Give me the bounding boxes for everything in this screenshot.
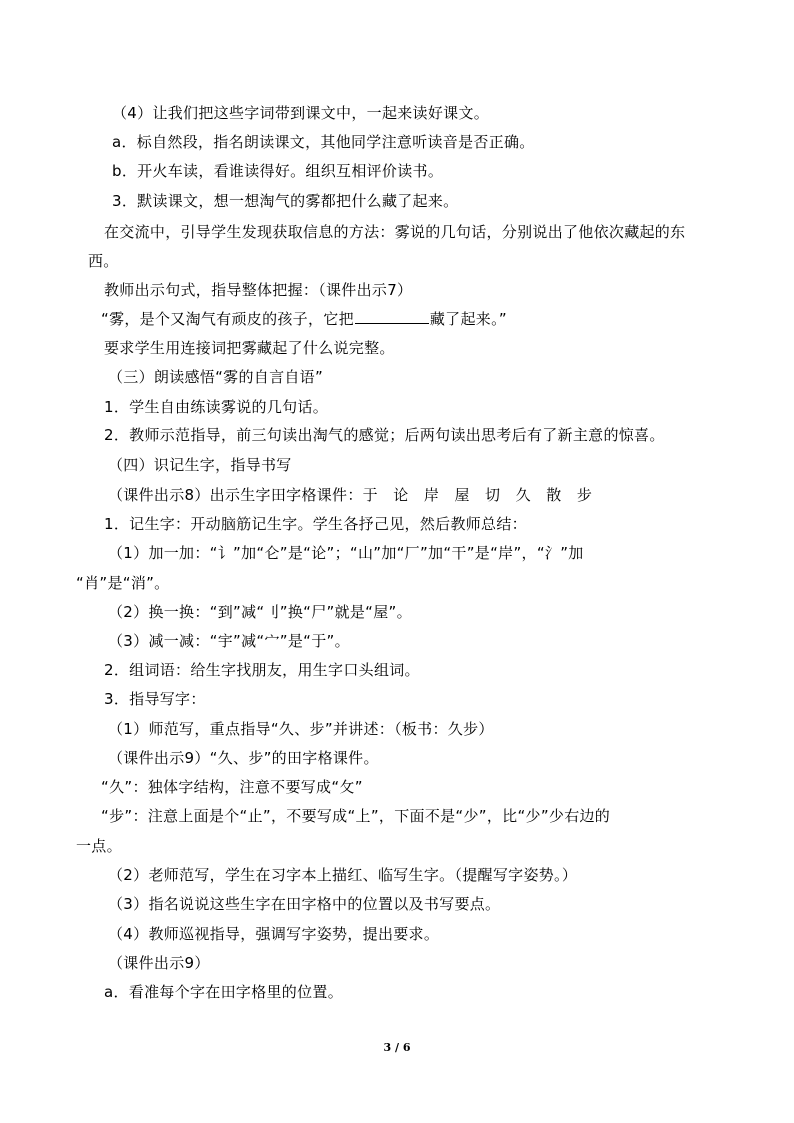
paragraph: （1）师范写，重点指导“久、步”并讲述：（板书：久步） [108,720,494,738]
paragraph: 3．指导写字： [104,690,206,708]
paragraph: b．开火车读，看谁读得好。组织互相评价读书。 [112,162,444,180]
paragraph: 1．记生字：开动脑筋记生字。学生各抒己见，然后教师总结： [104,515,527,533]
paragraph: （课件出示9） [108,954,210,972]
paragraph: （3）指名说说这些生字在田字格中的位置以及书写要点。 [108,895,501,913]
paragraph: 2．组词语：给生字找朋友，用生字口头组词。 [104,661,420,679]
sentence-end: 藏了起来。” [429,310,507,328]
paragraph: 一点。 [76,837,122,855]
paragraph: （课件出示9）“久、步”的田字格课件。 [108,749,379,767]
paragraph: 教师出示句式，指导整体把握：（课件出示7） [104,281,413,299]
paragraph: （3）减一减：“宇”减“宀”是“于”。 [108,632,350,650]
paragraph: 西。 [88,252,119,270]
paragraph: a．看准每个字在田字格里的位置。 [104,983,343,1001]
paragraph: （4）教师巡视指导，强调写字姿势，提出要求。 [108,925,440,943]
section-heading: （三）朗读感悟“雾的自言自语” [108,368,324,386]
section-heading: （四）识记生字，指导书写 [108,456,292,474]
paragraph: “步”：注意上面是个“止”，不要写成“上”，下面不是“少”，比“少”少右边的 [101,807,611,825]
paragraph: 要求学生用连接词把雾藏起了什么说完整。 [104,339,395,357]
page-number: 3 / 6 [383,1041,411,1054]
paragraph: “久”：独体字结构，注意不要写成“攵” [101,778,363,796]
fill-in-sentence [101,309,507,329]
paragraph: 2．教师示范指导，前三句读出淘气的感觉；后两句读出思考后有了新主意的惊喜。 [104,426,665,444]
paragraph: 在交流中，引导学生发现获取信息的方法：雾说的几句话，分别说出了他依次藏起的东 [104,223,686,241]
paragraph: a．标自然段，指名朗读课文，其他同学注意听读音是否正确。 [112,133,535,151]
paragraph: （2）老师范写，学生在习字本上描红、临写生字。（提醒写字姿势。） [108,866,578,884]
answer-blank [355,309,429,324]
paragraph: （课件出示8）出示生字田字格课件：于 论 岸 屋 切 久 散 步 [108,486,593,504]
paragraph: “肖”是“消”。 [76,574,170,592]
paragraph: （1）加一加：“讠”加“仑”是“论”；“山”加“厂”加“干”是“岸”，“氵”加 [108,544,584,562]
paragraph: 3．默读课文，想一想淘气的雾都把什么藏了起来。 [112,192,459,210]
paragraph: 1．学生自由练读雾说的几句话。 [104,398,329,416]
paragraph: （2）换一换：“到”减“刂”换“尸”就是“屋”。 [108,603,412,621]
paragraph: （4）让我们把这些字词带到课文中，一起来读好课文。 [112,104,490,122]
sentence-start: “雾，是个又淘气有顽皮的孩子，它把 [101,310,354,328]
